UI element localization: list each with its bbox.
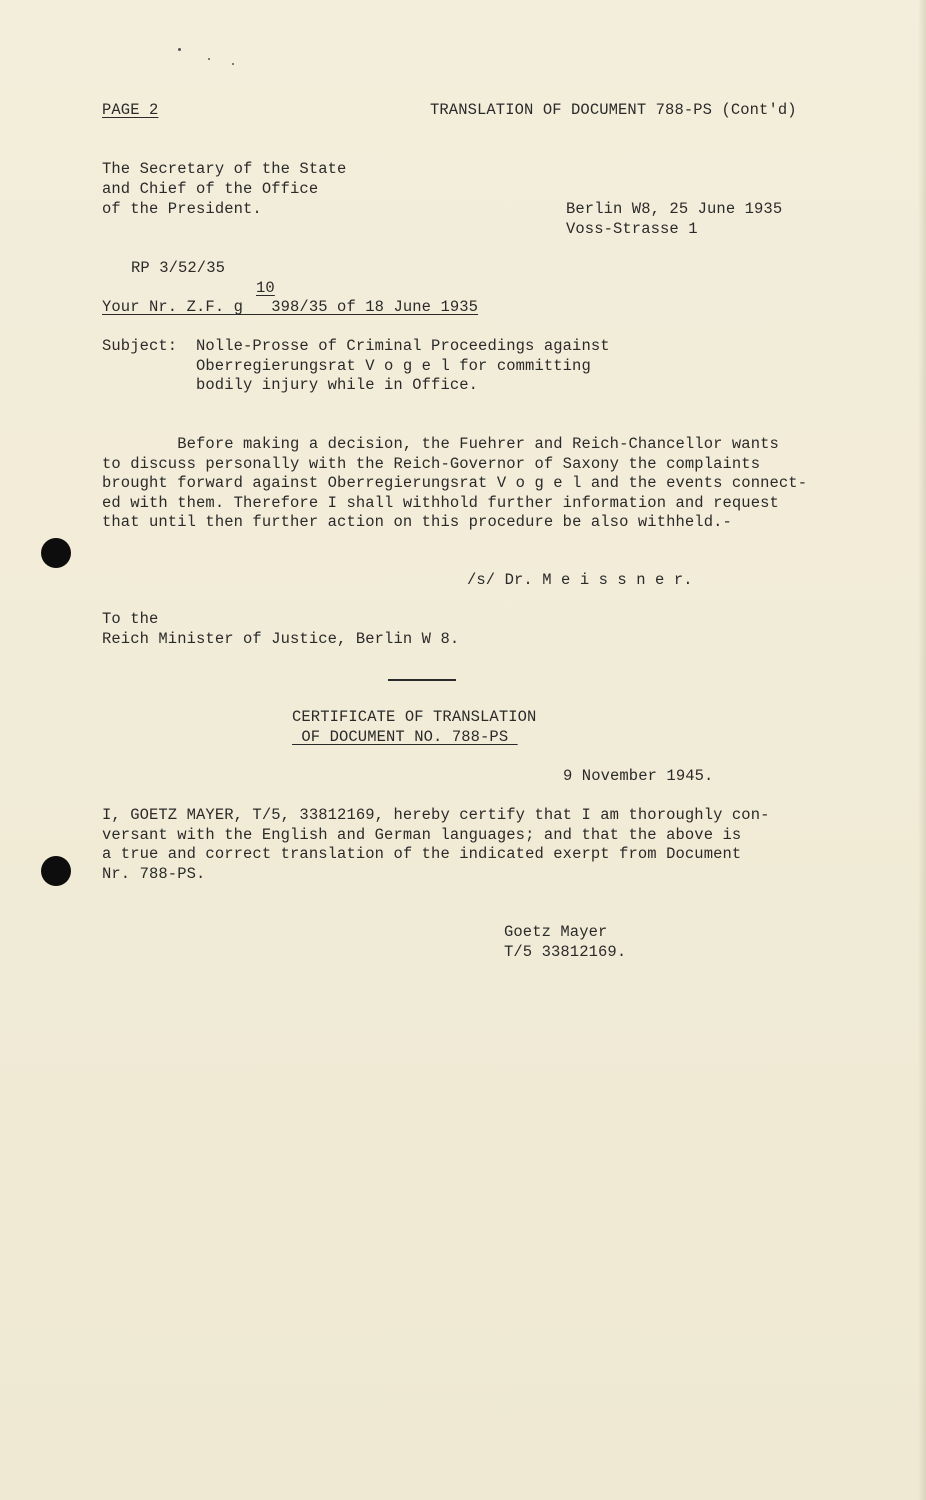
certificate-line-4: Nr. 788-PS.: [102, 865, 206, 883]
certificate-line-2: versant with the English and German languages; and that the above is: [102, 826, 742, 844]
certificate-title: CERTIFICATE OF TRANSLATION: [292, 708, 537, 726]
ink-speck: [178, 48, 181, 51]
rp-reference: RP 3/52/35: [131, 259, 226, 277]
punch-hole: [41, 856, 71, 886]
body-line-2: to discuss personally with the Reich-Governor of Saxony the complaints: [102, 455, 761, 473]
subject-line-3: bodily injury while in Office.: [196, 376, 479, 394]
section-divider: [388, 679, 456, 681]
certificate-line-1: I, GOETZ MAYER, T/5, 33812169, hereby certify that I am thoroughly con-: [102, 806, 770, 824]
body-line-5: that until then further action on this procedure be also withheld.-: [102, 513, 732, 531]
place-date-line-1: Berlin W8, 25 June 1935: [566, 200, 783, 218]
signer-id: T/5 33812169.: [504, 943, 627, 961]
certificate-date: 9 November 1945.: [563, 767, 714, 785]
reference-superscript: 10: [256, 279, 275, 297]
recipient-line-2: Reich Minister of Justice, Berlin W 8.: [102, 630, 460, 648]
document-title: TRANSLATION OF DOCUMENT 788-PS (Cont'd): [430, 101, 797, 119]
sender-line-3: of the President.: [102, 200, 262, 218]
page-edge-shadow: [918, 0, 926, 1500]
place-date-line-2: Voss-Strasse 1: [566, 220, 698, 238]
signature: /s/ Dr. M e i s s n e r.: [467, 571, 693, 589]
your-number-reference: Your Nr. Z.F. g 398/35 of 18 June 1935: [102, 298, 479, 316]
punch-hole: [41, 538, 71, 568]
page-label: PAGE 2: [102, 101, 159, 119]
ink-speck: [232, 63, 234, 65]
body-line-3: brought forward against Oberregierungsrat V o g e l and the events connect-: [102, 474, 808, 492]
sender-line-2: and Chief of the Office: [102, 180, 319, 198]
certificate-document-number: OF DOCUMENT NO. 788-PS: [292, 728, 518, 746]
recipient-line-1: To the: [102, 610, 159, 628]
ink-speck: [208, 58, 210, 60]
subject-line-2: Oberregierungsrat V o g e l for committing: [196, 357, 591, 375]
subject-label: Subject:: [102, 337, 178, 355]
certificate-line-3: a true and correct translation of the indicated exerpt from Document: [102, 845, 742, 863]
signer-name: Goetz Mayer: [504, 923, 608, 941]
sender-line-1: The Secretary of the State: [102, 160, 347, 178]
subject-line-1: Nolle-Prosse of Criminal Proceedings against: [196, 337, 610, 355]
body-line-4: ed with them. Therefore I shall withhold further information and request: [102, 494, 779, 512]
body-line-1: Before making a decision, the Fuehrer and Reich-Chancellor wants: [102, 435, 779, 453]
